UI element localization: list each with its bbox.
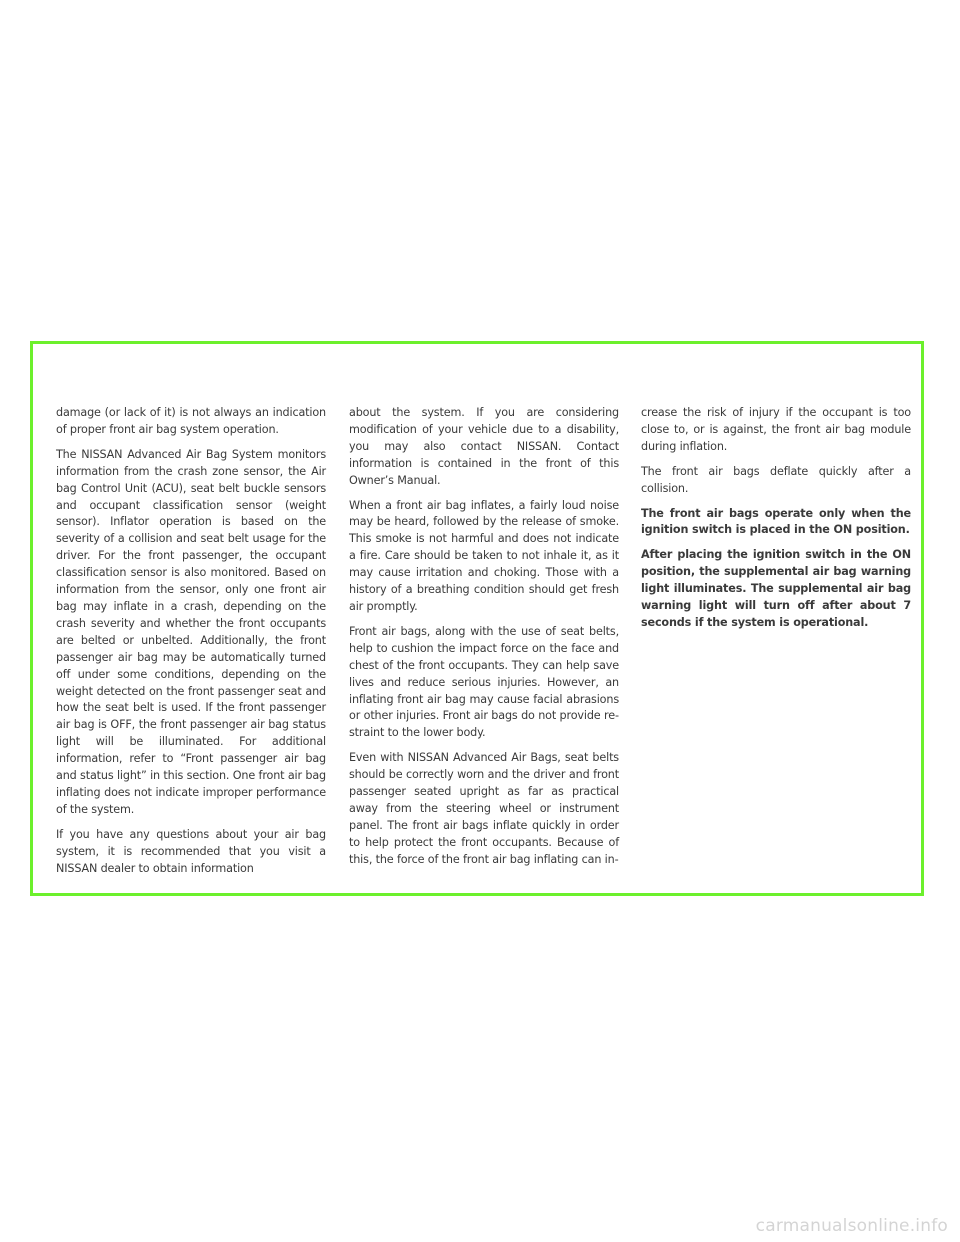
paragraph: Front air bags, along with the use of seat belts, help to cushion the impact force on the face and chest of the front occupants. They can help save lives and reduce serious injuries. However, an inflating front air bag may cause facial abrasions or other injuries. Front air bags do not provide restraint to the lower body. [349, 624, 619, 740]
paragraph: When a front air bag inflates, a fairly loud noise may be heard, followed by the release of smoke. This smoke is not harmful and does not indicate a fire. Care should be taken to not inhale it, as it may cause irritation and choking. Those with a history of a breathing condition should get fresh air promptly. [349, 498, 619, 613]
watermark-text: carmanualsonline.info [755, 1216, 948, 1236]
content-frame [30, 341, 924, 896]
paragraph: If you have any questions about your air bag system, it is recommended that you visit a NISSAN dealer to obtain information [56, 827, 326, 875]
paragraph: The front air bags deflate quickly after a collision. [641, 464, 911, 495]
text-column-1 [56, 405, 326, 885]
paragraph: damage (or lack of it) is not always an indication of proper front air bag system operation. [56, 406, 326, 436]
paragraph: crease the risk of injury if the occupant is too close to, or is against, the front air bag module during inflation. [641, 406, 911, 453]
bold-paragraph: After placing the ignition switch in the ON position, the supplemental air bag warning light illuminates. The supplemental air bag warning light will turn off after about 7 seconds if the system is operational. [641, 548, 911, 629]
paragraph: about the system. If you are considering modification of your vehicle due to a disability, you may also contact NISSAN. Contact information is contained in the front of this Owner’s Manual. [349, 406, 619, 487]
paragraph: Even with NISSAN Advanced Air Bags, seat belts should be correctly worn and the driver and front passenger seated upright as far as practical away from the steering wheel or instrument panel. The front air bags inflate quickly in order to help protect the front occupants. Because of this, the force of the front air bag inflating can in- [349, 751, 619, 866]
bold-paragraph: The front air bags operate only when the ignition switch is placed in the ON position. [641, 506, 911, 537]
text-column-2 [349, 405, 619, 877]
text-column-3 [641, 405, 911, 640]
paragraph: The NISSAN Advanced Air Bag System monitors information from the crash zone sensor, the Air bag Control Unit (ACU), seat belt buckle sensors and occupant classification sensor (weight sensor). Inflator operation is based on the severity of a collision and seat belt usage for the driver. For the front passenger, the occupant classification sensor is also monitored. Based on information from the sensor, only one front air bag may inflate in a crash, depending on the crash severity and whether the front occupants are belted or unbelted. Additionally, the front passenger air bag may be automatically turned off under some conditions, depending on the weight detected on the front passenger seat and how the seat belt is used. If the front passenger air bag is OFF, the front passenger air bag status light will be illuminated. For additional information, refer to “Front passenger air bag and status light” in this section. One front air bag inflating does not indicate improper performance of the system. [56, 447, 326, 816]
